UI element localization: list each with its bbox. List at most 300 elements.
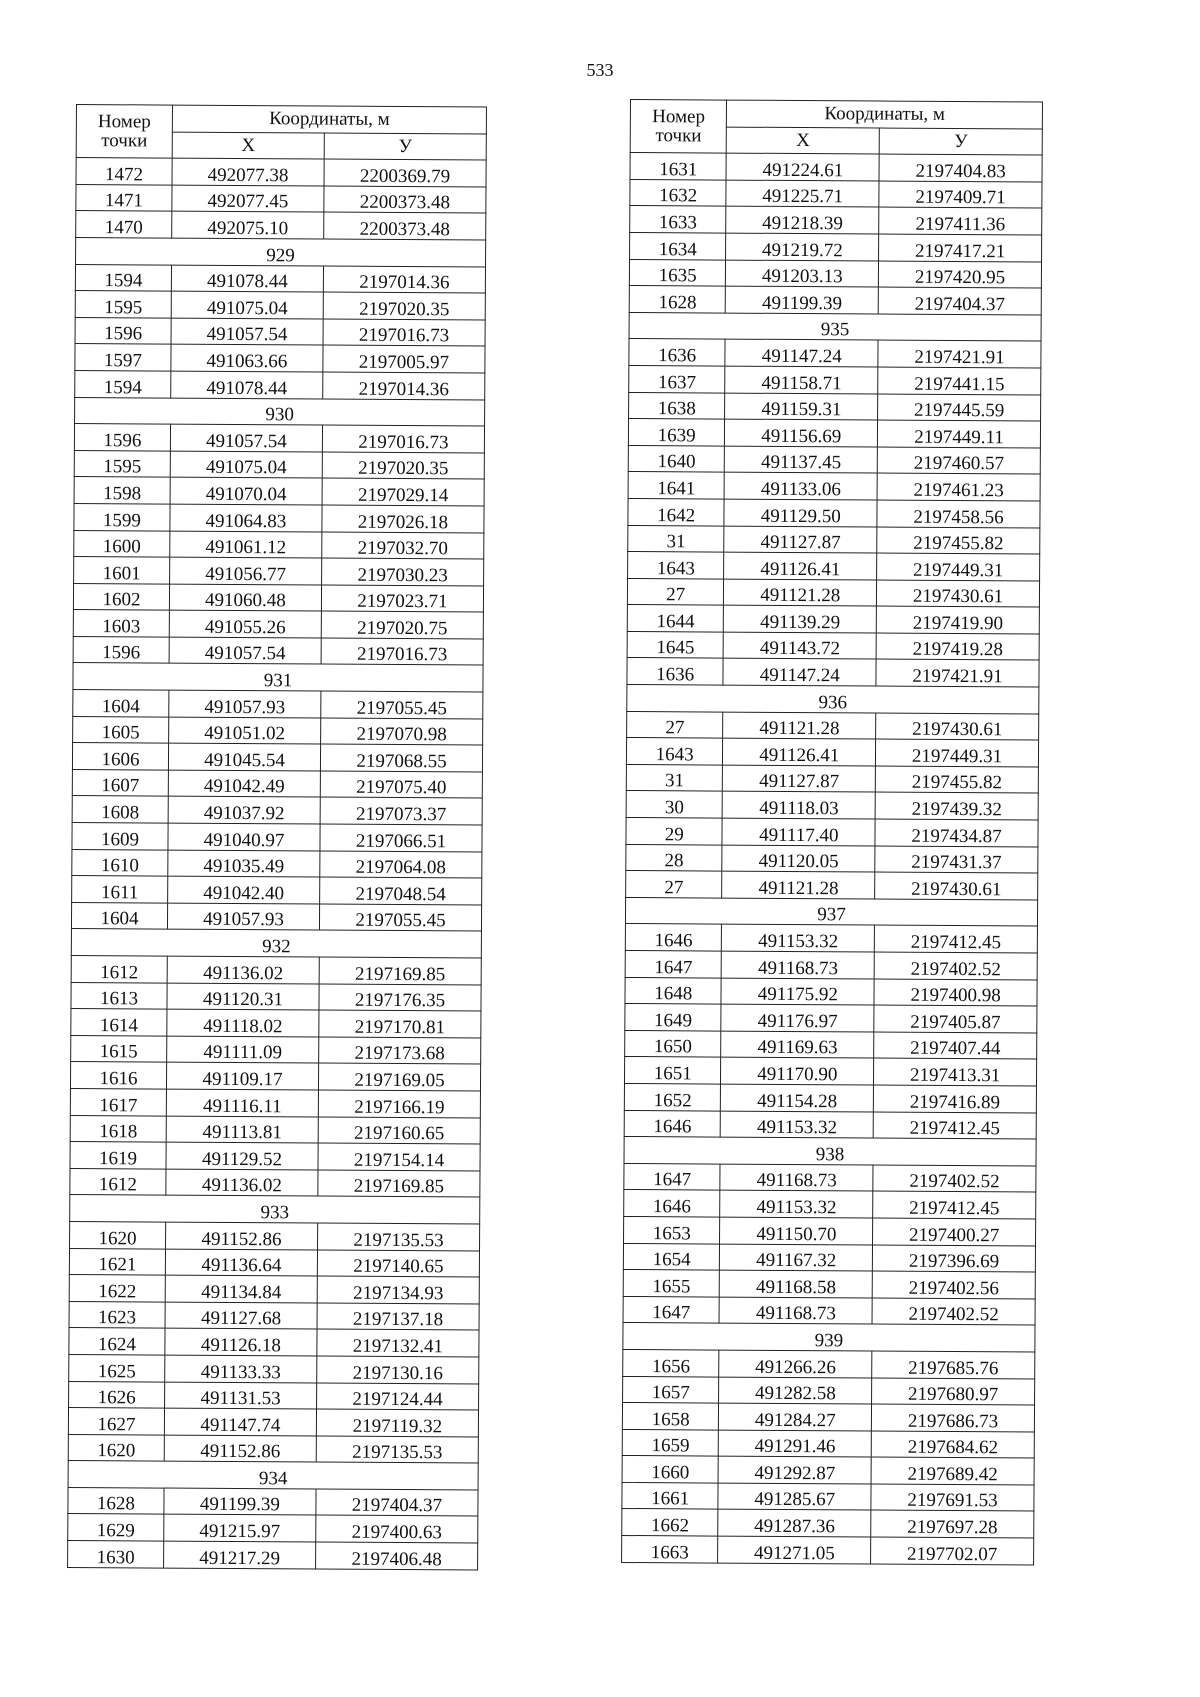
y-coordinate-cell: 2197016.73: [323, 319, 485, 347]
x-coordinate-cell: 491070.04: [170, 477, 322, 505]
y-coordinate-cell: 2197055.45: [319, 904, 481, 932]
point-number-cell: 1596: [75, 317, 171, 344]
x-coordinate-cell: 491154.28: [721, 1084, 874, 1112]
section-row: [624, 1137, 1036, 1166]
section-row: [68, 1461, 478, 1490]
x-coordinate-cell: 491292.87: [719, 1456, 872, 1484]
table-row: [73, 716, 483, 745]
point-number-cell: 1646: [624, 1110, 721, 1137]
y-coordinate-cell: 2197135.53: [316, 1436, 478, 1464]
point-number-cell: 1606: [72, 743, 168, 770]
table-row: [625, 1030, 1037, 1059]
y-coordinate-cell: 2197430.61: [875, 872, 1038, 900]
y-coordinate-cell: 2197421.91: [878, 340, 1041, 368]
point-number-cell: 1648: [625, 977, 722, 1004]
x-coordinate-cell: 491153.32: [722, 924, 875, 952]
point-number-cell: 1620: [68, 1434, 164, 1461]
x-coordinate-cell: 491127.87: [724, 526, 877, 554]
x-coordinate-cell: 491127.68: [165, 1302, 317, 1330]
x-coordinate-cell: 491127.87: [723, 765, 876, 793]
y-coordinate-cell: 2197070.98: [321, 718, 483, 746]
y-coordinate-cell: 2197458.56: [877, 500, 1040, 528]
x-coordinate-cell: 491121.28: [724, 579, 877, 607]
y-coordinate-cell: 2197439.32: [875, 792, 1038, 820]
point-number-cell: 1637: [629, 365, 726, 392]
table-row: [628, 552, 1040, 581]
y-coordinate-cell: 2197023.71: [321, 585, 483, 613]
point-number-cell: 1655: [623, 1270, 720, 1297]
table-row: [76, 184, 486, 213]
point-number-cell: 1605: [73, 716, 169, 743]
table-row: [74, 477, 484, 506]
point-number-cell: 1607: [72, 769, 168, 796]
table-row: [72, 849, 482, 878]
table-row: [625, 1004, 1037, 1033]
header-coordinates: Координаты, м: [727, 100, 1043, 129]
point-number-cell: 1595: [75, 291, 171, 318]
table-row: [75, 317, 485, 346]
point-number-cell: 1604: [73, 690, 169, 717]
y-coordinate-cell: 2197419.90: [876, 606, 1039, 634]
x-coordinate-cell: 491057.54: [169, 637, 321, 665]
point-number-cell: 1628: [629, 286, 726, 313]
y-coordinate-cell: 2197402.52: [873, 1165, 1036, 1193]
x-coordinate-cell: 491158.71: [725, 366, 878, 394]
y-coordinate-cell: 2197691.53: [871, 1484, 1034, 1512]
table-row: [627, 578, 1039, 607]
y-coordinate-cell: 2197016.73: [322, 425, 484, 453]
y-coordinate-cell: 2197166.19: [318, 1090, 480, 1118]
x-coordinate-cell: 492077.45: [172, 185, 324, 213]
point-number-cell: 1623: [69, 1301, 165, 1328]
x-coordinate-cell: 491168.58: [720, 1270, 873, 1298]
point-number-cell: 1643: [626, 738, 723, 765]
point-number-cell: 1659: [622, 1429, 719, 1456]
y-coordinate-cell: 2197130.16: [317, 1356, 479, 1384]
x-coordinate-cell: 491129.50: [724, 499, 877, 527]
y-coordinate-cell: 2197416.89: [874, 1085, 1037, 1113]
x-coordinate-cell: 491224.61: [726, 153, 879, 181]
y-coordinate-cell: 2197412.45: [873, 1112, 1036, 1140]
table-row: [623, 1243, 1035, 1272]
point-number-cell: 1639: [628, 419, 725, 446]
section-number: 938: [624, 1137, 1036, 1166]
x-coordinate-cell: 491061.12: [170, 531, 322, 559]
point-number-cell: 1599: [74, 503, 170, 530]
x-coordinate-cell: 491199.39: [726, 286, 879, 314]
table-row: [68, 1514, 478, 1543]
section-row: [627, 685, 1039, 714]
x-coordinate-cell: 491199.39: [164, 1488, 316, 1516]
table-row: [75, 370, 485, 399]
table-row: [625, 977, 1037, 1006]
x-coordinate-cell: 491056.77: [170, 557, 322, 585]
x-coordinate-cell: 491109.17: [166, 1062, 318, 1090]
y-coordinate-cell: 2197686.73: [872, 1404, 1035, 1432]
y-coordinate-cell: 2200369.79: [324, 159, 486, 187]
x-coordinate-cell: 491143.72: [724, 632, 877, 660]
point-number-cell: 1653: [624, 1216, 721, 1243]
x-coordinate-cell: 491150.70: [720, 1217, 873, 1245]
y-coordinate-cell: 2197461.23: [877, 473, 1040, 501]
point-number-cell: 1620: [70, 1221, 166, 1248]
point-number-cell: 27: [627, 711, 724, 738]
table-row: [626, 791, 1038, 820]
point-number-cell: 1646: [624, 1190, 721, 1217]
header-y: У: [879, 128, 1042, 156]
table-row: [630, 232, 1042, 261]
table-row: [626, 764, 1038, 793]
table-row: [76, 211, 486, 240]
section-row: [71, 929, 481, 958]
table-row: [72, 743, 482, 772]
table-row: [623, 1296, 1035, 1325]
table-row: [629, 286, 1041, 315]
section-number: 939: [623, 1323, 1035, 1352]
y-coordinate-cell: 2197411.36: [879, 207, 1042, 235]
y-coordinate-cell: 2197020.35: [323, 292, 485, 320]
table-row: [69, 1248, 479, 1277]
x-coordinate-cell: 491120.31: [167, 983, 319, 1011]
table-row: [72, 876, 482, 905]
table-row: [629, 339, 1041, 368]
x-coordinate-cell: 491078.44: [171, 265, 323, 293]
header-coordinates: Координаты, м: [172, 105, 486, 134]
table-row: [73, 610, 483, 639]
x-coordinate-cell: 491168.73: [719, 1297, 872, 1325]
y-coordinate-cell: 2197048.54: [320, 877, 482, 905]
point-number-cell: 1647: [625, 950, 722, 977]
y-coordinate-cell: 2197684.62: [871, 1431, 1034, 1459]
y-coordinate-cell: 2197402.52: [874, 952, 1037, 980]
table-row: [71, 902, 481, 931]
point-number-cell: 1613: [71, 982, 167, 1009]
x-coordinate-cell: 491219.72: [726, 233, 879, 261]
table-row: [625, 924, 1037, 953]
y-coordinate-cell: 2197430.61: [876, 713, 1039, 741]
section-row: [629, 312, 1041, 341]
x-coordinate-cell: 491175.92: [721, 978, 874, 1006]
table-row: [624, 1163, 1036, 1192]
x-coordinate-cell: 491126.18: [165, 1328, 317, 1356]
point-number-cell: 1596: [74, 424, 170, 451]
coordinates-table-left: [67, 104, 487, 1570]
point-number-cell: 31: [628, 525, 725, 552]
x-coordinate-cell: 491153.32: [721, 1111, 874, 1139]
x-coordinate-cell: 491037.92: [168, 797, 320, 825]
table-row: [73, 636, 483, 665]
x-coordinate-cell: 491045.54: [168, 743, 320, 771]
y-coordinate-cell: 2200373.48: [324, 186, 486, 214]
y-coordinate-cell: 2197154.14: [318, 1143, 480, 1171]
table-row: [623, 1270, 1035, 1299]
y-coordinate-cell: 2197140.65: [317, 1250, 479, 1278]
point-number-cell: 1610: [72, 849, 168, 876]
table-row: [70, 1142, 480, 1171]
y-coordinate-cell: 2197170.81: [319, 1010, 481, 1038]
point-number-cell: 1615: [71, 1035, 167, 1062]
point-number-cell: 1636: [629, 339, 726, 366]
y-coordinate-cell: 2197176.35: [319, 984, 481, 1012]
y-coordinate-cell: 2197404.83: [879, 154, 1042, 182]
header-x: X: [727, 127, 880, 155]
x-coordinate-cell: 491133.06: [725, 472, 878, 500]
table-row: [624, 1216, 1036, 1245]
point-number-cell: 1600: [74, 530, 170, 557]
table-row: [627, 631, 1039, 660]
y-coordinate-cell: 2197020.35: [322, 452, 484, 480]
point-number-cell: 1631: [630, 153, 727, 180]
section-row: [73, 663, 483, 692]
table-row: [72, 823, 482, 852]
y-coordinate-cell: 2197434.87: [875, 819, 1038, 847]
point-number-cell: 1634: [630, 232, 727, 259]
coordinates-table-right: [621, 99, 1043, 1565]
table-row: [71, 955, 481, 984]
table-row: [74, 450, 484, 479]
y-coordinate-cell: 2197029.14: [322, 478, 484, 506]
x-coordinate-cell: 491176.97: [721, 1004, 874, 1032]
y-coordinate-cell: 2197014.36: [323, 372, 485, 400]
table-row: [630, 206, 1042, 235]
y-coordinate-cell: 2197404.37: [316, 1489, 478, 1517]
y-coordinate-cell: 2197014.36: [323, 266, 485, 294]
table-row: [628, 498, 1040, 527]
table-row: [622, 1429, 1034, 1458]
table-row: [623, 1376, 1035, 1405]
point-number-cell: 27: [626, 871, 723, 898]
point-number-cell: 1470: [76, 211, 172, 238]
point-number-cell: 1644: [627, 605, 724, 632]
table-row: [70, 1062, 480, 1091]
y-coordinate-cell: 2197073.37: [320, 797, 482, 825]
x-coordinate-cell: 491225.71: [726, 180, 879, 208]
point-number-cell: 1662: [622, 1509, 719, 1536]
table-row: [627, 658, 1039, 687]
x-coordinate-cell: 491203.13: [726, 260, 879, 288]
y-coordinate-cell: 2197431.37: [875, 846, 1038, 874]
table-row: [628, 445, 1040, 474]
table-row: [68, 1434, 478, 1463]
point-number-cell: 1471: [76, 184, 172, 211]
x-coordinate-cell: 491156.69: [725, 419, 878, 447]
point-number-cell: 1636: [627, 658, 724, 685]
y-coordinate-cell: 2197455.82: [875, 766, 1038, 794]
section-number: 931: [73, 663, 483, 692]
point-number-cell: 1616: [70, 1062, 166, 1089]
x-coordinate-cell: 491117.40: [722, 818, 875, 846]
table-row: [72, 769, 482, 798]
y-coordinate-cell: 2197075.40: [320, 771, 482, 799]
x-coordinate-cell: 491075.04: [171, 291, 323, 319]
table-row: [625, 950, 1037, 979]
x-coordinate-cell: 491285.67: [718, 1483, 871, 1511]
x-coordinate-cell: 491118.03: [723, 792, 876, 820]
x-coordinate-cell: 491131.53: [165, 1382, 317, 1410]
table-row: [72, 796, 482, 825]
x-coordinate-cell: 491291.46: [719, 1430, 872, 1458]
y-coordinate-cell: 2197417.21: [879, 234, 1042, 262]
x-coordinate-cell: 492075.10: [172, 211, 324, 239]
x-coordinate-cell: 491057.93: [169, 690, 321, 718]
y-coordinate-cell: 2197449.31: [877, 553, 1040, 581]
x-coordinate-cell: 491057.54: [170, 424, 322, 452]
y-coordinate-cell: 2197430.61: [877, 580, 1040, 608]
y-coordinate-cell: 2197169.85: [318, 1170, 480, 1198]
header-y: У: [324, 133, 486, 161]
y-coordinate-cell: 2197406.48: [316, 1542, 478, 1570]
x-coordinate-cell: 491134.84: [165, 1275, 317, 1303]
point-number-cell: 1602: [73, 583, 169, 610]
y-coordinate-cell: 2197409.71: [879, 181, 1042, 209]
y-coordinate-cell: 2197441.15: [878, 367, 1041, 395]
section-row: [76, 237, 486, 266]
x-coordinate-cell: 491147.74: [164, 1408, 316, 1436]
section-row: [75, 397, 485, 426]
point-number-cell: 1652: [624, 1083, 721, 1110]
point-number-cell: 1645: [627, 631, 724, 658]
y-coordinate-cell: 2197132.41: [317, 1329, 479, 1357]
table-row: [68, 1408, 478, 1437]
point-number-cell: 1647: [624, 1163, 721, 1190]
point-number-cell: 1611: [72, 876, 168, 903]
table-row: [69, 1328, 479, 1357]
table-row: [75, 264, 485, 293]
y-coordinate-cell: 2197421.91: [876, 659, 1039, 687]
x-coordinate-cell: 491147.24: [725, 339, 878, 367]
table-row: [69, 1275, 479, 1304]
y-coordinate-cell: 2197702.07: [871, 1537, 1034, 1565]
point-number-cell: 31: [626, 764, 723, 791]
y-coordinate-cell: 2197420.95: [879, 261, 1042, 289]
x-coordinate-cell: 491042.40: [168, 876, 320, 904]
table-row: [70, 1168, 480, 1197]
x-coordinate-cell: 491136.02: [166, 1169, 318, 1197]
x-coordinate-cell: 491271.05: [718, 1536, 871, 1564]
table-row: [626, 844, 1038, 873]
x-coordinate-cell: 491217.29: [164, 1541, 316, 1569]
y-coordinate-cell: 2197412.45: [874, 925, 1037, 953]
point-number-cell: 1472: [76, 158, 172, 185]
x-coordinate-cell: 491266.26: [719, 1350, 872, 1378]
point-number-cell: 1594: [75, 370, 171, 397]
x-coordinate-cell: 492077.38: [172, 158, 324, 186]
table-body: [68, 158, 487, 1570]
x-coordinate-cell: 491137.45: [725, 446, 878, 474]
y-coordinate-cell: 2197400.98: [874, 979, 1037, 1007]
point-number-cell: 30: [626, 791, 723, 818]
table-row: [71, 1035, 481, 1064]
point-number-cell: 1638: [629, 392, 726, 419]
table-row: [622, 1536, 1034, 1565]
x-coordinate-cell: 491055.26: [169, 610, 321, 638]
y-coordinate-cell: 2197404.37: [878, 287, 1041, 315]
y-coordinate-cell: 2197400.63: [316, 1515, 478, 1543]
y-coordinate-cell: 2197020.75: [321, 611, 483, 639]
x-coordinate-cell: 491170.90: [721, 1057, 874, 1085]
point-number-cell: 1619: [70, 1142, 166, 1169]
table-row: [626, 871, 1038, 900]
table-row: [73, 690, 483, 719]
point-number-cell: 1614: [71, 1009, 167, 1036]
y-coordinate-cell: 2197005.97: [323, 345, 485, 373]
y-coordinate-cell: 2197016.73: [321, 638, 483, 666]
y-coordinate-cell: 2197026.18: [322, 505, 484, 533]
x-coordinate-cell: 491121.28: [722, 871, 875, 899]
point-number-cell: 1633: [630, 206, 727, 233]
point-number-cell: 1663: [622, 1536, 719, 1563]
point-number-cell: 27: [627, 578, 724, 605]
y-coordinate-cell: 2197449.11: [878, 420, 1041, 448]
point-number-cell: 1656: [623, 1349, 720, 1376]
x-coordinate-cell: 491126.41: [723, 738, 876, 766]
y-coordinate-cell: 2197689.42: [871, 1457, 1034, 1485]
table-row: [70, 1088, 480, 1117]
table-row: [628, 472, 1040, 501]
table-row: [628, 525, 1040, 554]
section-number: 932: [71, 929, 481, 958]
y-coordinate-cell: 2197460.57: [877, 447, 1040, 475]
point-number-cell: 1646: [625, 924, 722, 951]
x-coordinate-cell: 491215.97: [164, 1515, 316, 1543]
y-coordinate-cell: 2197066.51: [320, 824, 482, 852]
y-coordinate-cell: 2197685.76: [872, 1351, 1035, 1379]
point-number-cell: 1597: [75, 344, 171, 371]
y-coordinate-cell: 2197030.23: [322, 558, 484, 586]
table-row: [630, 179, 1042, 208]
table-row: [627, 605, 1039, 634]
y-coordinate-cell: 2197402.52: [872, 1298, 1035, 1326]
header-x: X: [172, 132, 324, 160]
table-body: [622, 153, 1043, 1565]
section-row: [625, 897, 1037, 926]
x-coordinate-cell: 491035.49: [168, 850, 320, 878]
x-coordinate-cell: 491282.58: [719, 1377, 872, 1405]
point-number-cell: 1661: [622, 1482, 719, 1509]
y-coordinate-cell: 2197407.44: [874, 1032, 1037, 1060]
table-row: [622, 1456, 1034, 1485]
point-number-cell: 1626: [69, 1381, 165, 1408]
point-number-cell: 1641: [628, 472, 725, 499]
y-coordinate-cell: 2197169.85: [319, 957, 481, 985]
section-number: 930: [75, 397, 485, 426]
point-number-cell: 28: [626, 844, 723, 871]
table-row: [626, 818, 1038, 847]
x-coordinate-cell: 491113.81: [166, 1116, 318, 1144]
y-coordinate-cell: 2197400.27: [873, 1218, 1036, 1246]
x-coordinate-cell: 491159.31: [725, 393, 878, 421]
table-row: [624, 1190, 1036, 1219]
point-number-cell: 1596: [73, 636, 169, 663]
x-coordinate-cell: 491121.28: [723, 712, 876, 740]
header-point-number: Номер точки: [76, 105, 172, 159]
point-number-cell: 1629: [68, 1514, 164, 1541]
x-coordinate-cell: 491218.39: [726, 206, 879, 234]
table-row: [629, 259, 1041, 288]
x-coordinate-cell: 491167.32: [720, 1244, 873, 1272]
point-number-cell: 1624: [69, 1328, 165, 1355]
x-coordinate-cell: 491057.93: [167, 903, 319, 931]
y-coordinate-cell: 2197169.05: [318, 1063, 480, 1091]
y-coordinate-cell: 2200373.48: [324, 212, 486, 240]
table-row: [71, 1009, 481, 1038]
y-coordinate-cell: 2197032.70: [322, 532, 484, 560]
table-row: [69, 1301, 479, 1330]
x-coordinate-cell: 491168.73: [722, 951, 875, 979]
point-number-cell: 1628: [68, 1487, 164, 1514]
point-number-cell: 1625: [69, 1354, 165, 1381]
y-coordinate-cell: 2197396.69: [873, 1245, 1036, 1273]
